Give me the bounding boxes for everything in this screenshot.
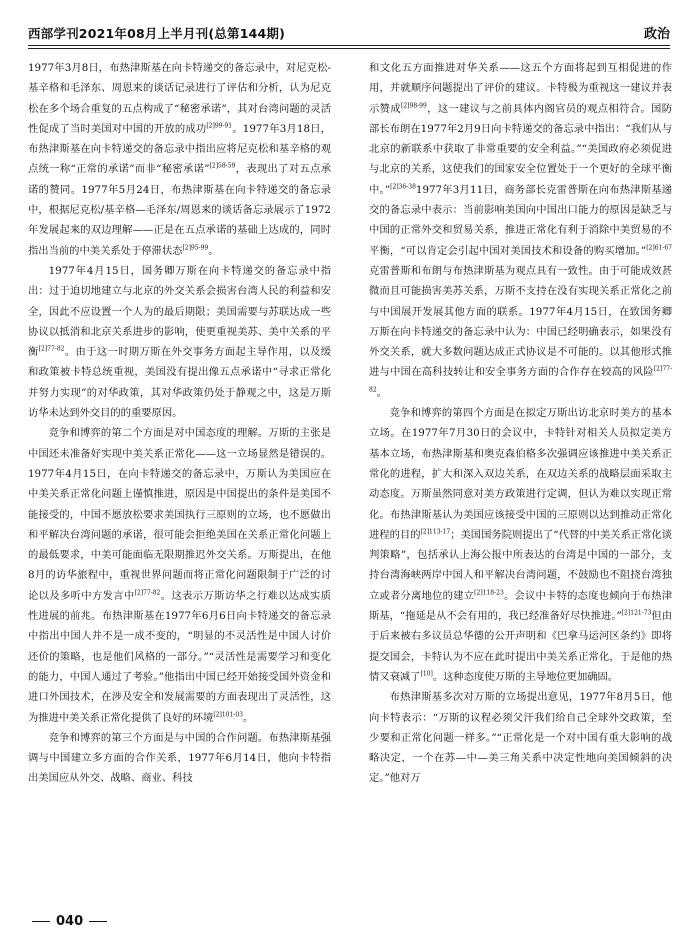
- footer-dash-left: [32, 921, 50, 922]
- paragraph-text: ；美国国务院则提出了“代替的中美关系正常化谈判策略”，包括承认上海公报中所表达的台湾是中国的一部分，支持台湾海峡两岸中国人和平解决台湾问题，不鼓励也不阻挠台湾独立或者分离地位的建立: [369, 528, 672, 602]
- paragraph-text: 克雷普斯和布朗与布热津斯基为观点具有一致性。由于可能成效甚微而且可能损害美苏关系，万斯不支持在没有实现关系正常化之前与中国展开发展其他方面的联系。1977年4月15日，在致国务卿万斯在向卡特递交的备忘录中认为：中国已经明确表示，如果没有外交关系，就大多数问题达成正式协议是不可能的。以其他形式推进与中国在高科技转让和安全事务方面的合作存在较高的风险: [369, 264, 672, 379]
- paragraph-text: ，表现出了对五点承诺的赞同。1977年5月24日，布热津斯基在向卡特递交的备忘录中，根据尼克松/基辛格—毛泽东/周恩来的谈话备忘录展示了1972年发展起来的双边理解——正是在五点承诺的基础上达成的，同时指出当前的中美关系处于停滞状态: [28, 163, 331, 257]
- page-footer: [26, 914, 113, 929]
- citation-ref: [2]77-82: [38, 345, 65, 353]
- paragraph-text: 。由于这一时期万斯在外交事务方面起主导作用，以及缓和政策被卡特总统重视，美国没有提出像五点承诺中“寻求正常化并努力实现”的对华政策，其对华政策仍处于静观之中，这是万斯访华未达到外交目的的重要原因。: [28, 346, 331, 420]
- paragraph-text: 。1977年3月18日，布热津斯基在向卡特递交的备忘录中指出应将尼克松和基辛格的观点统一称“正常的承诺”而非“秘密承诺”: [28, 122, 331, 176]
- citation-ref: [10]: [420, 670, 433, 678]
- citation-ref: [2]36-38: [390, 183, 416, 191]
- paragraph-text: 1977年3月8日，布热津斯基在向卡特递交的备忘录中，对尼克松-基辛格和毛泽东、周恩来的谈话记录进行了评估和分析，认为尼克松在多个场合重复的五点构成了“秘密承诺”，其对台湾问题的灵活性促成了当时美国对中国的开放的成功: [28, 62, 331, 135]
- paragraph-text: 但由于后来被右多议员总华德的公开声明和《巴拿马运河区条约》即将提交国会，卡特认为不应在此时提出中美关系正常化，于是他的热情又衰减了: [369, 610, 672, 683]
- citation-ref: [2]121-73: [621, 609, 652, 617]
- citation-ref: [2]61-67: [646, 244, 672, 252]
- paragraph-text: 。: [242, 711, 254, 724]
- citation-ref: [2]98-99: [401, 102, 427, 110]
- citation-ref: [2]101-03: [213, 711, 243, 719]
- citation-ref: [2]118-23: [474, 589, 504, 597]
- paragraph-text: 。这种态度使万斯的主导地位更加确固。: [432, 670, 619, 683]
- paragraph-text: 竞争和博弈的第三个方面是与中国的合作问题。布热津斯基强调与中国建立多方面的合作关系，1977年6月14日，他向卡特指出美国应从外交、战略、商业、科技: [28, 731, 331, 785]
- paragraph: [28, 423, 331, 727]
- header-rule-thin: [28, 48, 670, 49]
- paragraph-text: 1977年4月15日，国务卿万斯在向卡特递交的备忘录中指出：过于迫切地建立与北京的外交关系会损害台湾人民的利益和安全，因此不应设置一个人为的最后期限；美国需要与苏联达成一些协议以抵消和北京关系进步的影响，使更重视美苏、美中关系的平衡: [28, 264, 331, 359]
- paragraph-text: 竞争和博弈的第四个方面是在拟定万斯出访北京时美方的基本立场。在1977年7月30日的会议中，卡特针对相关人员拟定美方基本立场，布热津斯基和奥克森伯格多次强调应该推进中美关系正常化的进程，扩大和深入双边关系，在双边关系的战略层面采取主动态度。万斯虽然同意对美方政策进行定调，但认为难以实现正常化。布热津斯基认为美国应该接受中国的三原则以达到推动正常化进程的目的: [369, 407, 672, 541]
- page-header: [28, 18, 670, 42]
- section-label: 政治: [643, 27, 670, 42]
- citation-ref: [2]113-17: [420, 528, 451, 536]
- page-number: 040: [56, 914, 84, 929]
- citation-ref: [2]58-59: [209, 163, 236, 171]
- paragraph-text: ，这一建议与之前具体内阁官员的观点相符合。国防部长布朗在1977年2月9日向卡特递交的备忘录中指出：“我们从与北京的新联系中获取了非常重要的安全利益。”“美国政府必须促进与北京的关系，这使我们的国家安全位置处于一个更好的全球平衡中。”: [369, 102, 672, 196]
- paragraph: [369, 687, 672, 788]
- left-column: [28, 58, 331, 910]
- footer-dash-right: [89, 921, 107, 922]
- citation-ref: [2]99-91: [206, 122, 233, 130]
- journal-title: 西部学刊2021年08月上半月刊(总第144期): [28, 26, 286, 41]
- citation-ref: [2]77-82: [369, 366, 672, 394]
- paragraph-text: 。这表示万斯访华之行难以达成实质性进展的前兆。布热津斯基在1977年6月6日向卡特递交的备忘录中指出中国人并不是一成不变的，“明显的不灵活性是中国人讨价还价的策略，也是他们风格的一部分。”“灵活性是需要学习和变化的能力，中国人通过了考验。”他指出中国已经开始接受国外资金和进口外国技术，在涉及安全和发展需要的方面表现出了灵活性，这为推进中美关系正常化提供了良好的环境: [28, 589, 331, 724]
- citation-ref: [2]95-99: [182, 244, 209, 252]
- paragraph: [369, 58, 672, 403]
- citation-ref: [2]77-82: [134, 589, 161, 597]
- paragraph: [28, 728, 331, 789]
- paragraph-text: 竞争和博弈的第二个方面是对中国态度的理解。万斯的主张是中国还未准备好实现中美关系正常化——这一立场显然是错误的。1977年4月15日，在向卡特递交的备忘录中，万斯认为美国应在中美关系正常化问题上谨慎推进，原因是中国提出的条件是美国不能接受的，中国不愿放松要求美国执行三原则的立场，也不愿做出和平解决台湾问题的承诺，很可能会拒绝美国在关系正常化问题上的最低要求，中美可能面临无限期推迟外交关系。万斯提出，在他8月的访华旅程中，重视世界问题而将正常化问题限制于广泛的讨论以及多听中方发言中: [28, 427, 331, 602]
- paragraph-text: 。会议中卡特的态度也倾向于布热津斯基，“拖延是从不会有用的，我已经准备好尽快推进。”: [369, 589, 672, 623]
- paragraph: [28, 261, 331, 423]
- paragraph-text: 。: [208, 244, 219, 257]
- paragraph-text: 布热津斯基多次对万斯的立场提出意见，1977年8月5日，他向卡特表示：“万斯的议程必须父汗我们给自己全球外交政策，至少要和正常化问题一样多。”“正常化是一个对中国有重大影响的战略决定，一个在苏—中—美三角关系中决定性地向美国倾斜的决定。”他对万: [369, 691, 672, 785]
- paragraph-text: 1977年3月11日，商务部长克雷普斯在向布热津斯基递交的备忘录中表示：当前影响美国向中国出口能力的原因是缺乏与中国的正常外交和贸易关系，推进正常化有利于消除中美贸易的不平衡，“可以肯定会引起中国对美国技术和设备的购买增加。”: [369, 183, 672, 257]
- right-column: [369, 58, 672, 910]
- paragraph: [28, 58, 331, 261]
- header-rule: [28, 45, 670, 46]
- paragraph-text: 。: [376, 386, 387, 399]
- paragraph: [369, 403, 672, 687]
- paragraph-text: 和文化五方面推进对华关系——这五个方面将起到互相促进的作用，并就顺序问题提出了评价的建议。卡特极为重视这一建议并表示赞成: [369, 62, 672, 115]
